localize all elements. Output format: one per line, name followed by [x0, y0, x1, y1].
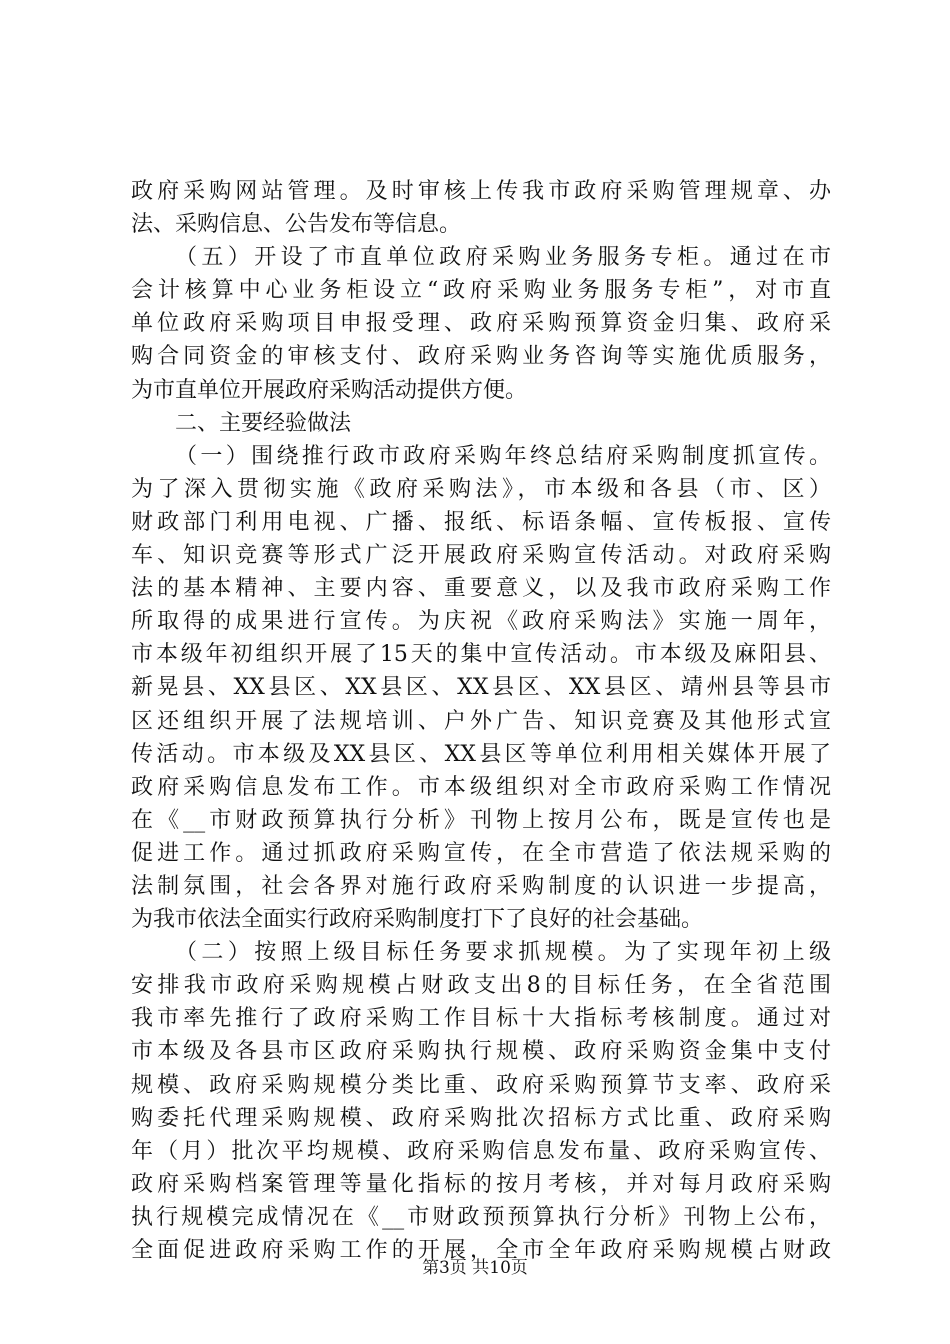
text-line: 市本级年初组织开展了15天的集中宣传活动。市本级及麻阳县、 — [131, 642, 831, 668]
text-line: （一）围绕推行政市政府采购年终总结府采购制度抓宣传。 — [175, 443, 831, 469]
text-line: （二）按照上级目标任务要求抓规模。为了实现年初上级 — [175, 940, 831, 966]
text-line: 财政部门利用电视、广播、报纸、标语条幅、宣传板报、宣传 — [131, 509, 831, 535]
text-line: 政府采购档案管理等量化指标的按月考核，并对每月政府采购 — [131, 1171, 831, 1197]
text-line: 为市直单位开展政府采购活动提供方便。 — [131, 377, 528, 403]
text-line: 市本级及各县市区政府采购执行规模、政府采购资金集中支付 — [131, 1039, 831, 1065]
text-line: 会计核算中心业务柜设立“政府采购业务服务专柜”，对市直 — [131, 278, 831, 304]
text-line: 年（月）批次平均规模、政府采购信息发布量、政府采购宣传、 — [131, 1138, 831, 1164]
text-line: 政府采购信息发布工作。市本级组织对全市政府采购工作情况 — [131, 774, 831, 800]
text-line: 单位政府采购项目申报受理、政府采购预算资金归集、政府采 — [131, 311, 831, 337]
text-line: 新晃县、XX县区、XX县区、XX县区、XX县区、靖州县等县市 — [131, 675, 831, 701]
text-line: 政府采购网站管理。及时审核上传我市政府采购管理规章、办 — [131, 179, 831, 204]
text-line: 区还组织开展了法规培训、户外广告、知识竞赛及其他形式宣 — [131, 708, 831, 734]
text-line: 购合同资金的审核支付、政府采购业务咨询等实施优质服务， — [131, 344, 831, 370]
text-line: 执行规模完成情况在《__市财政预预算执行分析》刊物上公布， — [131, 1204, 831, 1230]
document-body — [131, 175, 831, 1267]
text-line: 在《__市财政预算执行分析》刊物上按月公布，既是宣传也是 — [131, 807, 831, 833]
text-line: 安排我市政府采购规模占财政支出8的目标任务，在全省范围 — [131, 973, 831, 999]
text-line: 车、知识竞赛等形式广泛开展政府采购宣传活动。对政府采购 — [131, 543, 831, 569]
text-line: 规模、政府采购规模分类比重、政府采购预算节支率、政府采 — [131, 1072, 831, 1098]
text-line: 法的基本精神、主要内容、重要意义，以及我市政府采购工作 — [131, 576, 831, 602]
text-line: 法、采购信息、公告发布等信息。 — [131, 212, 462, 238]
text-line: 购委托代理采购规模、政府采购批次招标方式比重、政府采购 — [131, 1105, 831, 1131]
text-line: 为了深入贯彻实施《政府采购法》，市本级和各县（市、区） — [131, 476, 831, 502]
text-line: 为我市依法全面实行政府采购制度打下了良好的社会基础。 — [131, 907, 704, 933]
text-line: 传活动。市本级及XX县区、XX县区等单位利用相关媒体开展了 — [131, 741, 831, 767]
text-line: 我市率先推行了政府采购工作目标十大指标考核制度。通过对 — [131, 1006, 831, 1032]
text-line: 全面促进政府采购工作的开展，全市全年政府采购规模占财政 — [131, 1238, 831, 1263]
text-line: 二、主要经验做法 — [175, 410, 352, 436]
text-line: 法制氛围，社会各界对施行政府采购制度的认识进一步提高， — [131, 873, 831, 899]
text-line: 所取得的成果进行宣传。为庆祝《政府采购法》实施一周年， — [131, 609, 831, 635]
text-line: （五）开设了市直单位政府采购业务服务专柜。通过在市 — [175, 245, 831, 271]
text-line: 促进工作。通过抓政府采购宣传，在全市营造了依法规采购的 — [131, 840, 831, 866]
page-footer: 第3页 共10页 — [422, 1258, 528, 1278]
